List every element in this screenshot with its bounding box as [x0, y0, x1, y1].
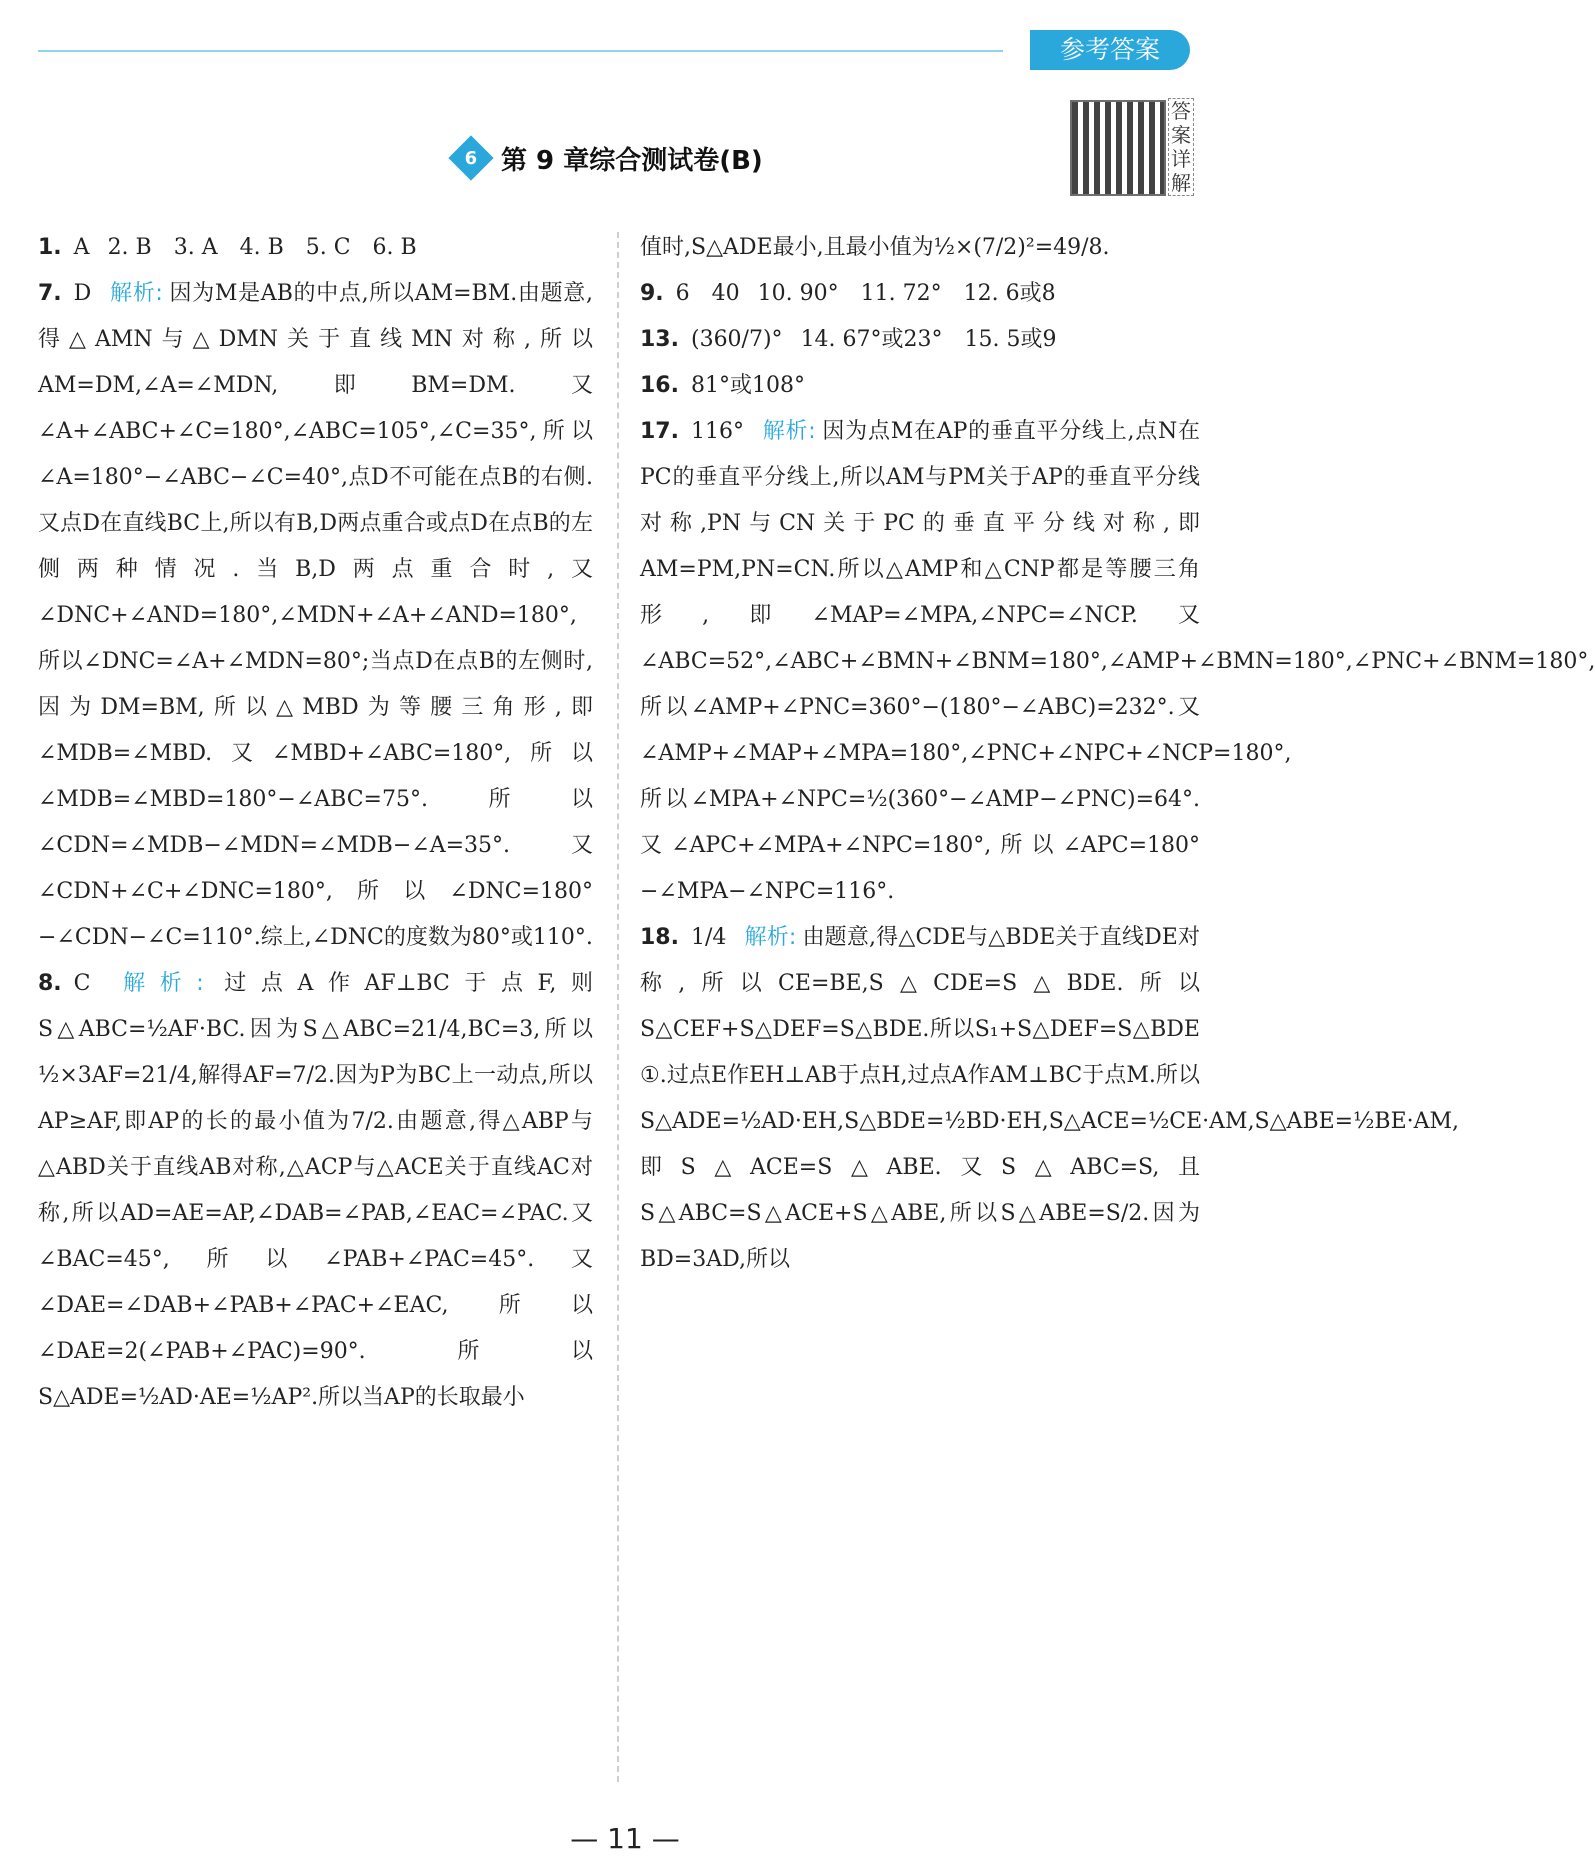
- answer-item: 16. 81°或108°: [640, 373, 805, 398]
- answer-item: 17. 116° 解析: 因为点M在AP的垂直平分线上,点N在PC的垂直平分线上,所以AM与PM关于AP的垂直平分线对称,PN与CN关于PC的垂直平分线对称,即AM=PM,PN=CN.所以△AMP和△CNP都是等腰三角形,即∠MAP=∠MPA,∠NPC=∠NCP.又∠ABC=52°,∠ABC+∠BMN+∠BNM=180°,∠AMP+∠BMN=180°,∠PNC+∠BNM=180°,所以∠AMP+∠PNC=360°−(180°−∠ABC)=232°.又∠AMP+∠MAP+∠MPA=180°,∠PNC+∠NPC+∠NCP=180°,所以∠MPA+∠NPC=½(360°−∠AMP−∠PNC)=64°.又∠APC+∠MPA+∠NPC=180°,所以∠APC=180°−∠MPA−∠NPC=116°.: [640, 419, 1595, 904]
- answer-key-tag: 参考答案: [1030, 30, 1190, 70]
- analysis-label: 解析:: [108, 971, 204, 996]
- answer-item: 13. (360/7)° 14. 67°或23° 15. 5或9: [640, 327, 1057, 352]
- section-header: [455, 140, 763, 176]
- right-column: [640, 225, 1595, 1283]
- qr-code-icon[interactable]: [1070, 100, 1166, 196]
- answer-item: 9. 6 40 10. 90° 11. 72° 12. 6或8: [640, 281, 1056, 306]
- answer-item: 7. D 解析: 因为M是AB的中点,所以AM=BM.由题意,得△AMN与△DMN关于直线MN对称,所以AM=DM,∠A=∠MDN,即BM=DM.又∠A+∠ABC+∠C=180°,∠ABC=105°,∠C=35°,所以∠A=180°−∠ABC−∠C=40°,点D不可能在点B的右侧.又点D在直线BC上,所以有B,D两点重合或点D在点B的左侧两种情况.当B,D两点重合时,又∠DNC+∠AND=180°,∠MDN+∠A+∠AND=180°,所以∠DNC=∠A+∠MDN=80°;当点D在点B的左侧时,因为DM=BM,所以△MBD为等腰三角形,即∠MDB=∠MBD.又∠MBD+∠ABC=180°,所以∠MDB=∠MBD=180°−∠ABC=75°.所以∠CDN=∠MDB−∠MDN=∠MDB−∠A=35°.又∠CDN+∠C+∠DNC=180°,所以∠DNC=180°−∠CDN−∠C=110°.综上,∠DNC的度数为80°或110°.: [38, 281, 593, 950]
- section-badge: 6: [448, 135, 493, 180]
- analysis-label: 解析:: [744, 925, 797, 950]
- page-title: 第 9 章综合测试卷(B): [501, 145, 763, 176]
- page-number: — 11 —: [570, 1822, 680, 1855]
- analysis-label: 解析:: [761, 419, 816, 444]
- answer-item: 1. A 2. B 3. A 4. B 5. C 6. B: [38, 235, 417, 260]
- answer-item: 8. C 解析: 过点A作AF⊥BC于点F,则S△ABC=½AF·BC.因为S△ABC=21/4,BC=3,所以½×3AF=21/4,解得AF=7/2.因为P为BC上一动点,所以AP≥AF,即AP的长的最小值为7/2.由题意,得△ABP与△ABD关于直线AB对称,△ACP与△ACE关于直线AC对称,所以AD=AE=AP,∠DAB=∠PAB,∠EAC=∠PAC.又∠BAC=45°,所以∠PAB+∠PAC=45°.又∠DAE=∠DAB+∠PAB+∠PAC+∠EAC,所以∠DAE=2(∠PAB+∠PAC)=90°.所以S△ADE=½AD·AE=½AP².所以当AP的长取最小: [38, 971, 593, 1410]
- answer-item: 18. 1/4 解析: 由题意,得△CDE与△BDE关于直线DE对称,所以CE=BE,S△CDE=S△BDE.所以S△CEF+S△DEF=S△BDE.所以S₁+S△DEF=S△BDE ①.过点E作EH⊥AB于点H,过点A作AM⊥BC于点M.所以S△ADE=½AD·EH,S△BDE=½BD·EH,S△ACE=½CE·AM,S△ABE=½BE·AM,即S△ACE=S△ABE.又S△ABC=S,且S△ABC=S△ACE+S△ABE,所以S△ABE=S/2.因为BD=3AD,所以: [640, 925, 1460, 1272]
- analysis-label: 解析:: [109, 281, 163, 306]
- qr-label: 答案详解: [1168, 98, 1194, 196]
- header-rule: [38, 50, 1003, 52]
- column-divider: [617, 232, 619, 1782]
- left-column: [38, 225, 593, 1421]
- continuation-text: 值时,S△ADE最小,且最小值为½×(7/2)²=49/8.: [640, 235, 1110, 260]
